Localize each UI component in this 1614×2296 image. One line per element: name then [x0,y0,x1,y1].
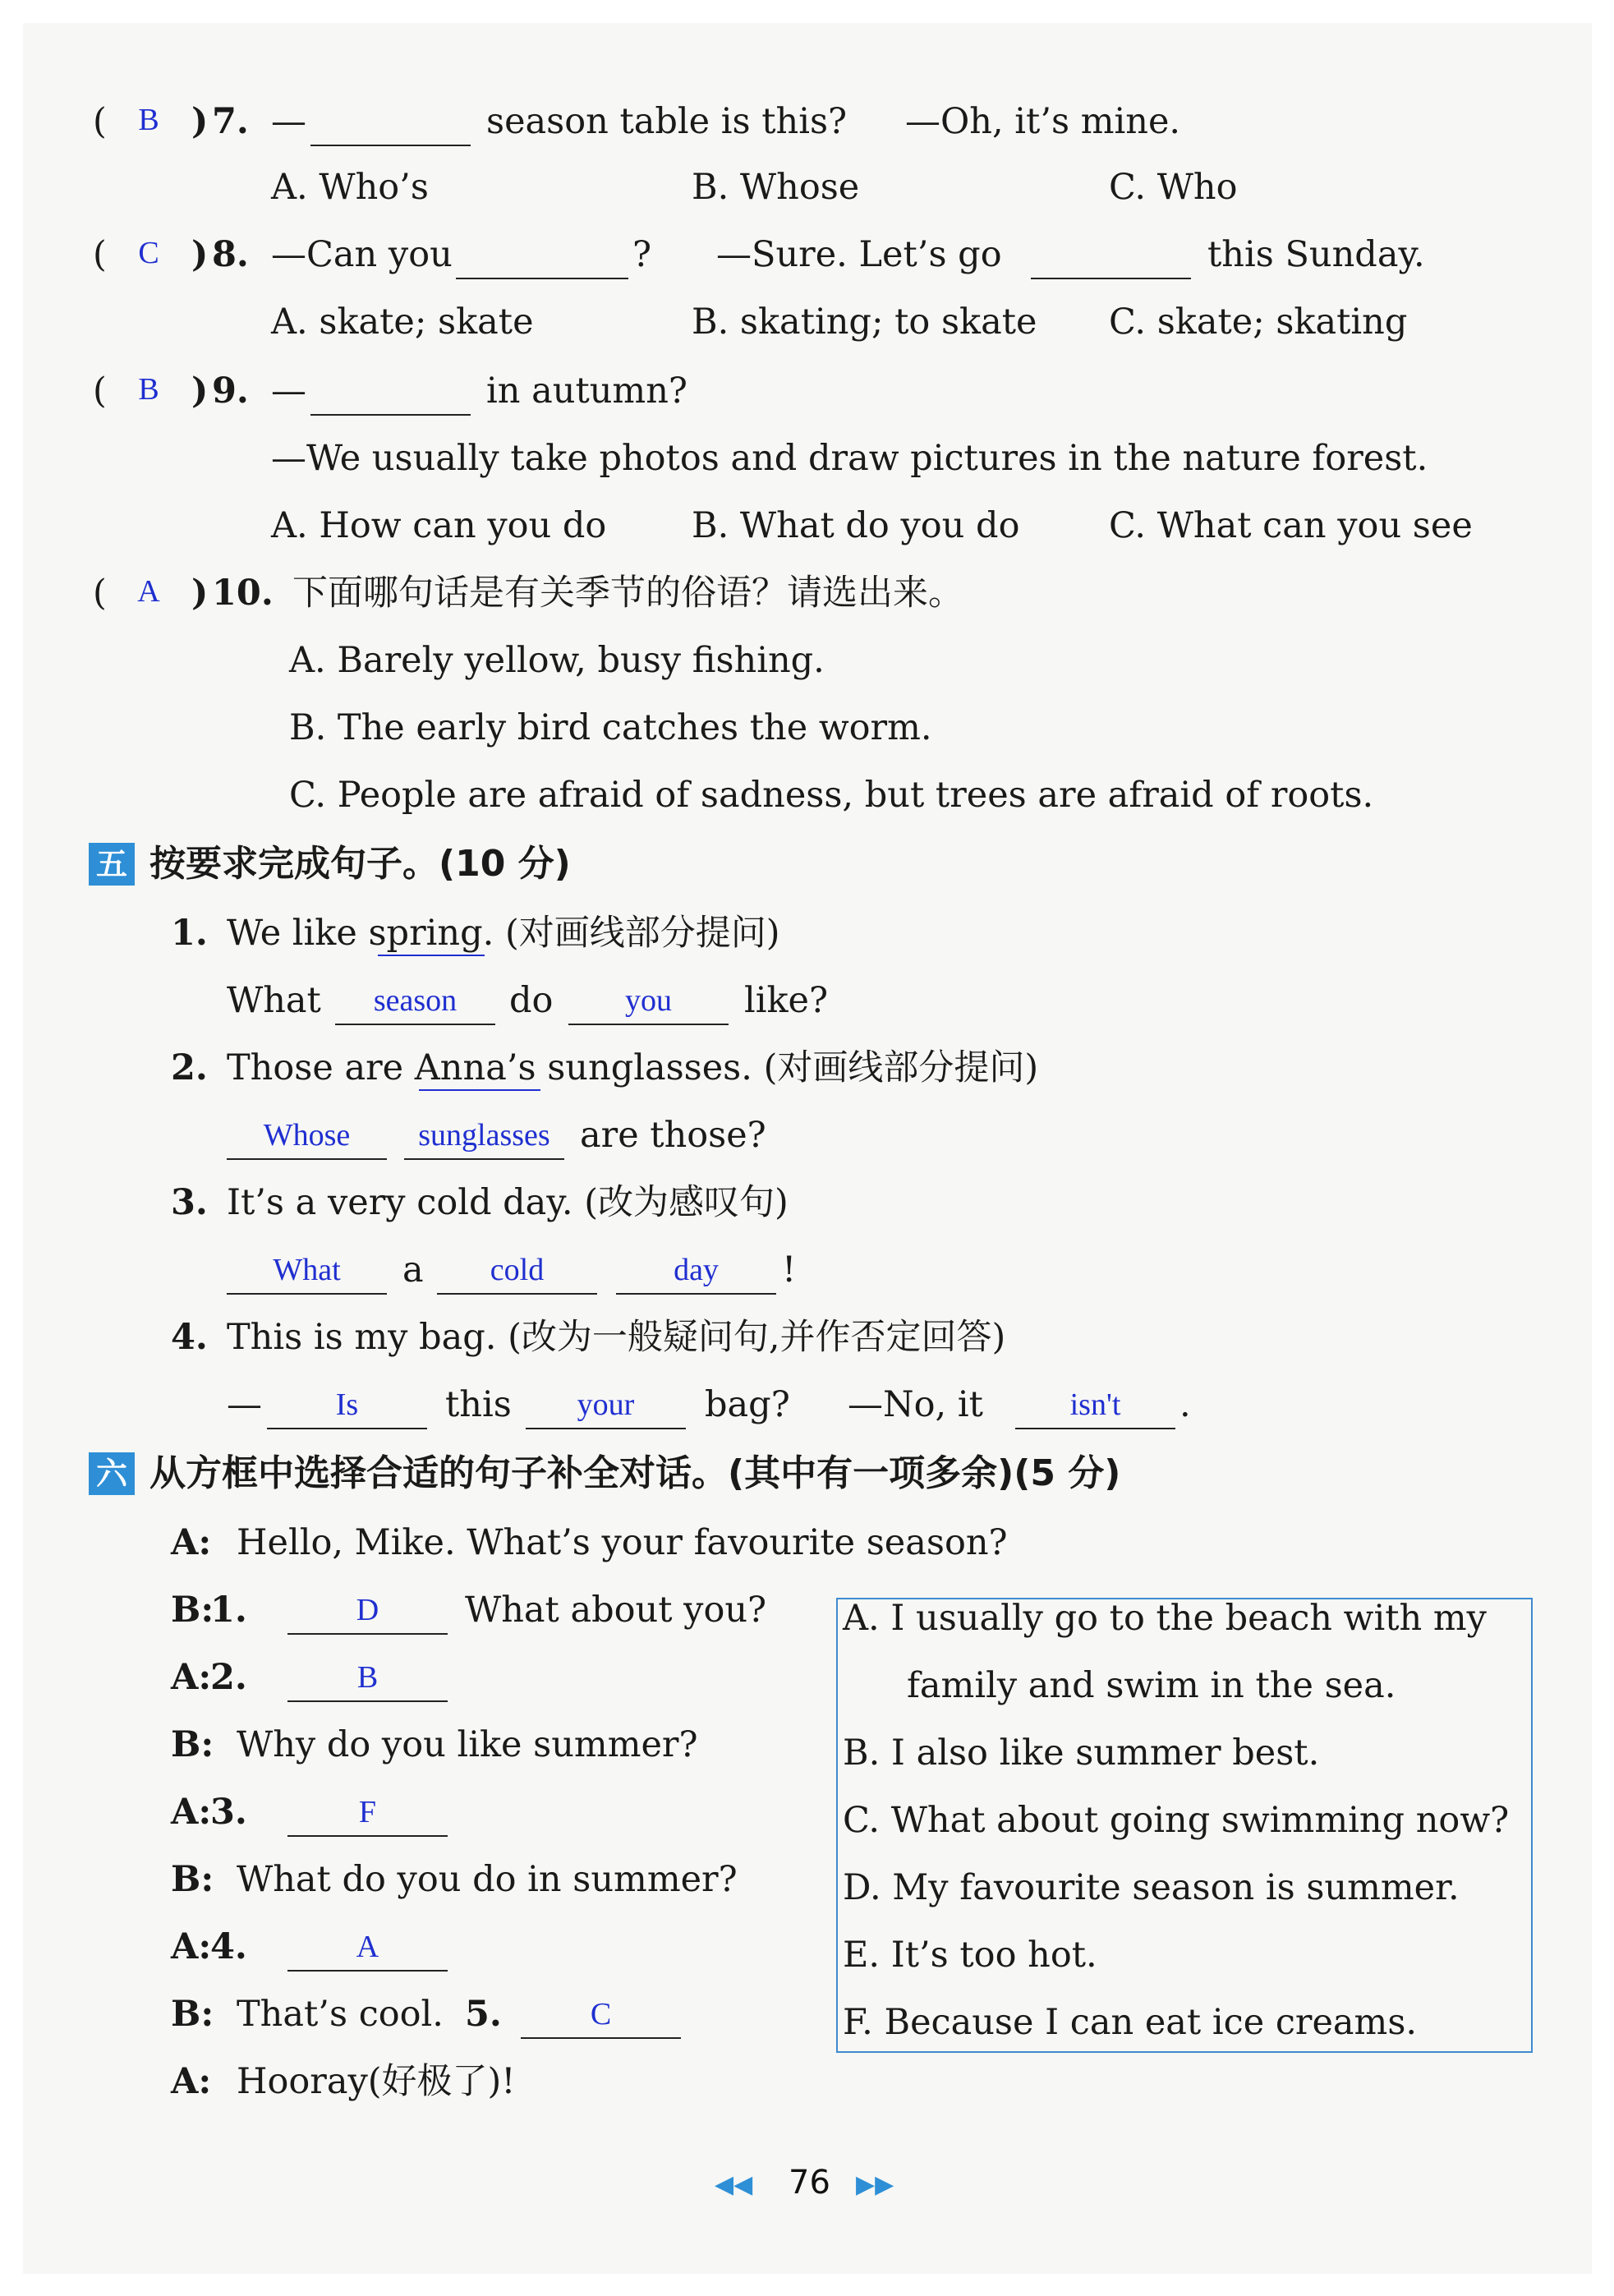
next-arrows-icon: ▶▶ [856,2170,894,2199]
dialog-line5-speaker: A: [171,1792,212,1833]
dialog-line3-number: 2. [210,1657,247,1698]
dialog-line8-speaker: B: [171,1994,214,2035]
s5-item1-word-do: do [509,980,554,1021]
s5-item4-word-this: this [445,1384,512,1425]
q10-option-b: B. The early bird catches the worm. [289,707,932,748]
q10-number: 10. [212,573,274,614]
q9-blank [310,414,471,416]
q8-close-paren: ) [191,234,209,275]
s5-item1-answer2: you [625,983,672,1018]
dialog-line5-blank [287,1835,448,1837]
s5-item2-blank1 [227,1158,387,1160]
q9-option-c: C. What can you see [1109,505,1473,546]
q7-number: 7. [212,101,249,142]
s5-item4-blank1 [267,1428,427,1429]
s5-item3-word-a: a [402,1249,424,1291]
s5-item2-text: Those are Anna’s sunglasses. (对画线部分提问) [227,1047,1039,1088]
q10-option-c: C. People are afraid of sadness, but trees are afraid of roots. [289,775,1374,816]
q8-blank-1 [456,278,628,279]
dialog-line8-blank [521,2037,681,2039]
q8-option-c: C. skate; skating [1109,301,1408,343]
s5-item1-blank1 [335,1024,495,1025]
dialog-line3-speaker: A: [171,1657,212,1698]
dialog-line5-answer: F [358,1795,377,1829]
q8-answer: C [138,236,159,270]
dialog-line2-answer: D [356,1593,379,1627]
s5-item4-dash: — [227,1384,262,1425]
box-option-a-line2: family and swim in the sea. [907,1665,1396,1706]
box-option-f: F. Because I can eat ice creams. [843,2002,1418,2043]
q8-text: —Can you [271,234,453,275]
s5-item3-answer3: day [674,1253,719,1287]
s5-item3-text: It’s a very cold day. (改为感叹句) [227,1182,789,1223]
s5-item4-answer1: Is [335,1387,359,1422]
s5-item3-answer1: What [273,1253,341,1287]
s5-item2-number: 2. [171,1047,208,1088]
q7-option-c: C. Who [1109,167,1238,208]
dialog-line6-speaker: B: [171,1859,214,1900]
s5-item1-underline [378,955,485,956]
s5-item4-answer2: your [577,1387,635,1422]
box-option-e: E. It’s too hot. [843,1935,1097,1976]
q8-reply-end: this Sunday. [1207,234,1425,275]
q7-open-paren: ( [93,101,107,142]
s5-item2-underline [419,1089,540,1091]
s5-item4-number: 4. [171,1317,208,1358]
s5-item4-period: . [1179,1384,1191,1425]
q10-option-a: A. Barely yellow, busy fishing. [289,640,825,681]
box-option-d: D. My favourite season is summer. [843,1867,1460,1908]
dialog-line1-text: Hello, Mike. What’s your favourite season? [237,1522,1008,1563]
dialog-line5-number: 3. [210,1792,247,1833]
q8-open-paren: ( [93,234,107,275]
q8-reply: —Sure. Let’s go [716,234,1002,275]
dialog-line7-answer: A [356,1930,379,1964]
q7-dash: — [271,101,306,142]
dialog-line4-speaker: B: [171,1724,214,1765]
dialog-line7-speaker: A: [171,1926,212,1967]
s5-item3-blank3 [616,1293,776,1295]
q8-option-a: A. skate; skate [271,301,534,343]
s5-item3-blank2 [437,1293,597,1295]
dialog-line7-blank [287,1970,448,1972]
dialog-line2-after: What about you? [465,1590,767,1631]
dialog-line8-number: 5. [465,1994,502,2035]
q8-blank-2 [1031,278,1191,279]
dialog-line8-text: That’s cool. [237,1994,444,2035]
q7-option-b: B. Whose [692,167,860,208]
section6-badge: 六 [89,1452,135,1495]
q7-blank [310,145,471,146]
dialog-line3-blank [287,1700,448,1702]
q7-close-paren: ) [191,101,209,142]
section5-title: 按要求完成句子。(10 分) [149,843,571,885]
q9-open-paren: ( [93,370,107,412]
s5-item4-answer3: isn't [1069,1387,1121,1422]
q9-option-b: B. What do you do [692,505,1020,546]
dialog-line6-text: What do you do in summer? [237,1859,738,1900]
s5-item2-answer2: sunglasses [418,1118,550,1153]
s5-item3-answer2: cold [490,1253,545,1287]
s5-item1-blank2 [568,1024,729,1025]
q9-text: in autumn? [486,370,687,412]
prev-arrows-icon: ◀◀ [715,2170,753,2199]
dialog-line2-speaker: B: [171,1590,214,1631]
s5-item3-exclaim: ! [782,1249,797,1291]
q9-answer: B [138,372,159,407]
box-option-a-line1: A. I usually go to the beach with my [843,1598,1487,1639]
section6-title: 从方框中选择合适的句子补全对话。(其中有一项多余)(5 分) [149,1452,1121,1494]
q10-close-paren: ) [191,573,209,614]
s5-item4-word-bag: bag? [705,1384,790,1425]
s5-item2-answer1: Whose [263,1118,351,1153]
dialog-line2-blank [287,1633,448,1635]
q8-number: 8. [212,234,249,275]
q7-option-a: A. Who’s [271,167,429,208]
s5-item1-number: 1. [171,913,208,954]
dialog-line9-text: Hooray(好极了)! [237,2061,516,2102]
q9-line2: —We usually take photos and draw pictures in the nature forest. [271,438,1428,479]
q7-text: season table is this? [486,101,848,142]
q9-number: 9. [212,370,249,412]
s5-item2-blank2 [404,1158,564,1160]
dialog-line3-answer: B [356,1660,379,1695]
dialog-line7-number: 4. [210,1926,247,1967]
q9-dash: — [271,370,306,412]
dialog-line8-answer: C [590,1997,612,2031]
q8-qmark: ? [632,234,652,275]
s5-item4-reply: —No, it [848,1384,983,1425]
q10-open-paren: ( [93,573,107,614]
box-option-c: C. What about going swimming now? [843,1800,1510,1841]
q7-answer: B [138,103,159,137]
s5-item1-word-like: like? [744,980,829,1021]
s5-item4-text: This is my bag. (改为一般疑问句,并作否定回答) [227,1317,1006,1358]
q8-option-b: B. skating; to skate [692,301,1037,343]
box-option-b: B. I also like summer best. [843,1732,1320,1774]
s5-item4-blank3 [1015,1428,1175,1429]
s5-item2-rest: are those? [580,1115,766,1156]
q10-answer: A [137,574,160,609]
s5-item4-blank2 [526,1428,686,1429]
q9-option-a: A. How can you do [271,505,607,546]
q10-text: 下面哪句话是有关季节的俗语？请选出来。 [292,573,963,614]
s5-item3-number: 3. [171,1182,208,1223]
page-number: 76 [789,2164,830,2202]
dialog-line4-text: Why do you like summer? [237,1724,698,1765]
section5-badge: 五 [89,843,135,886]
dialog-line2-number: 1. [210,1590,247,1631]
q9-close-paren: ) [191,370,209,412]
s5-item3-blank1 [227,1293,387,1295]
s5-item1-text: We like spring. (对画线部分提问) [227,913,780,954]
s5-item1-word-what: What [227,980,321,1021]
dialog-line9-speaker: A: [171,2061,212,2102]
q7-reply: —Oh, it’s mine. [905,101,1181,142]
dialog-line1-speaker: A: [171,1522,212,1563]
s5-item1-answer1: season [373,983,458,1018]
